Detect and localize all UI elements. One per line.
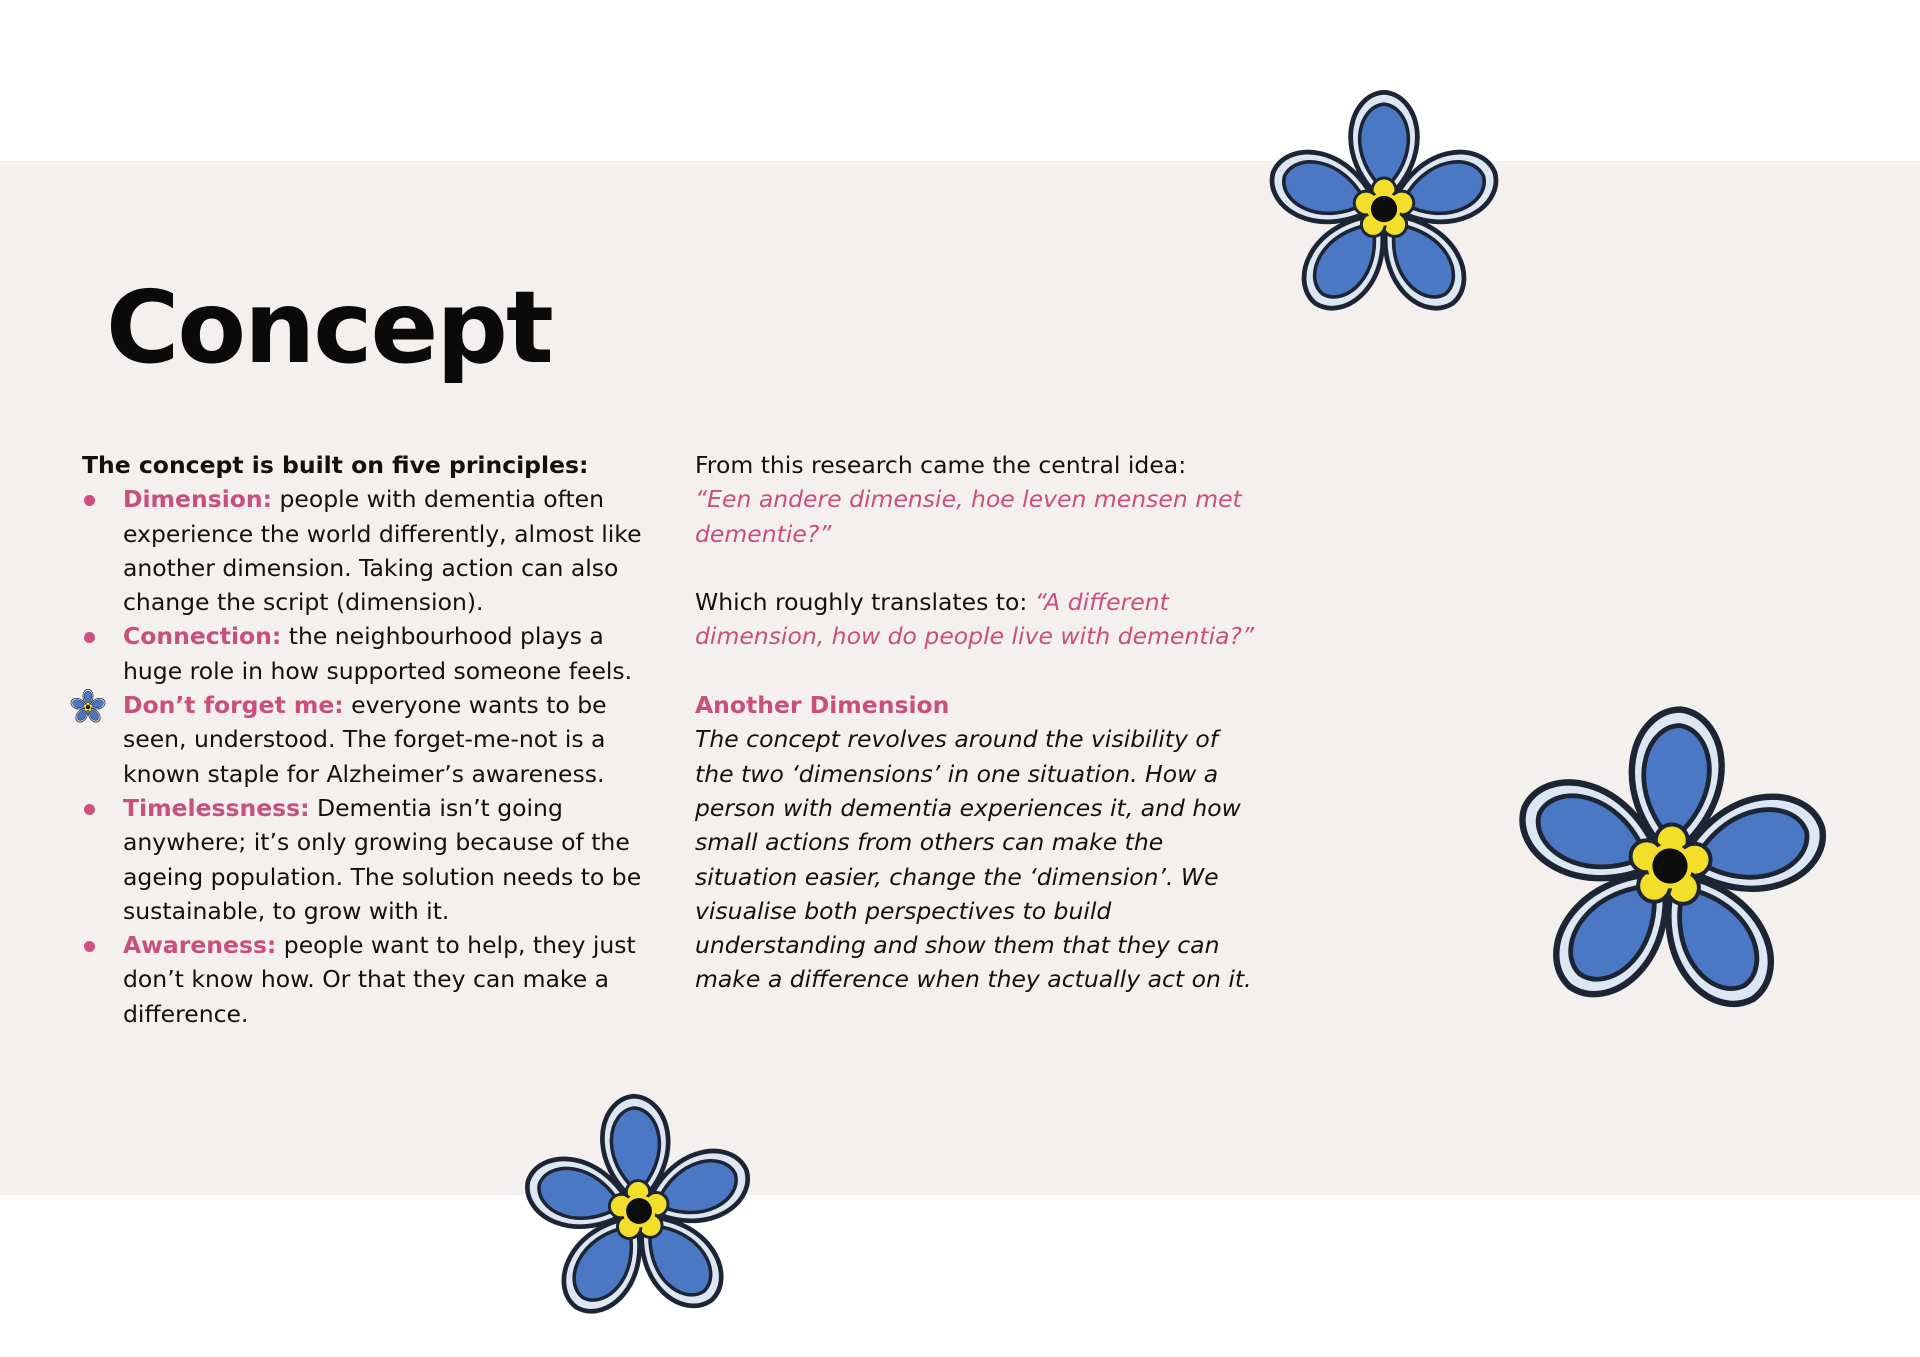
list-item	[82, 619, 642, 688]
spacer	[695, 551, 1255, 585]
forget-me-not-icon	[504, 1082, 774, 1340]
spacer	[695, 654, 1255, 688]
section-heading: Another Dimension	[695, 691, 950, 720]
english-quote: “A different dimension, how do people live with dementia?”	[695, 588, 1255, 651]
principle-term: Connection:	[123, 622, 282, 651]
principle-text: people want to help, they just don’t know how. Or that they can make a difference.	[123, 931, 636, 1028]
list-item	[82, 482, 642, 619]
research-lead: From this research came the central idea:	[695, 451, 1187, 479]
principle-text: the neighbourhood plays a huge role in how supported someone feels.	[123, 622, 633, 685]
principles-list	[82, 482, 642, 1031]
translation-paragraph	[695, 585, 1255, 654]
principle-term: Don’t forget me:	[123, 691, 344, 720]
forget-me-not-icon	[1248, 78, 1520, 340]
list-item	[82, 791, 642, 928]
principles-column	[82, 448, 642, 1031]
bullet-dot	[84, 804, 95, 815]
principle-term: Timelessness:	[123, 793, 310, 822]
bullet-dot	[84, 632, 95, 643]
principle-text: Dementia isn’t going anywhere; it’s only growing because of the ageing population. The solution needs to be sustainable, to grow with it.	[123, 793, 642, 925]
principle-term: Awareness:	[123, 931, 277, 960]
forget-me-not-icon	[68, 687, 108, 727]
list-item	[82, 688, 642, 791]
idea-column	[695, 448, 1255, 997]
page-title: Concept	[106, 269, 552, 386]
principle-text: everyone wants to be seen, understood. The forget-me-not is a known staple for Alzheimer’s awareness.	[123, 691, 607, 788]
bullet-dot	[84, 941, 95, 952]
translation-lead: Which roughly translates to:	[695, 588, 1035, 617]
section-body: The concept revolves around the visibility of the two ‘dimensions’ in one situation. How a person with dementia experiences it, and how small actions from others can make the situation easier, change the ‘dimension’. We visualise both perspectives to build understanding and show them that they can make a difference when they actually act on it.	[695, 725, 1252, 994]
list-item	[82, 928, 642, 1031]
forget-me-not-icon	[1488, 690, 1852, 1042]
dutch-quote: “Een andere dimensie, hoe leven mensen met dementie?”	[695, 485, 1242, 548]
principles-intro: The concept is built on five principles:	[82, 451, 589, 479]
principle-text: people with dementia often experience the world differently, almost like another dimension. Taking action can also change the script (dimension).	[123, 485, 642, 617]
bullet-dot	[84, 495, 95, 506]
principle-term: Dimension:	[123, 485, 273, 514]
